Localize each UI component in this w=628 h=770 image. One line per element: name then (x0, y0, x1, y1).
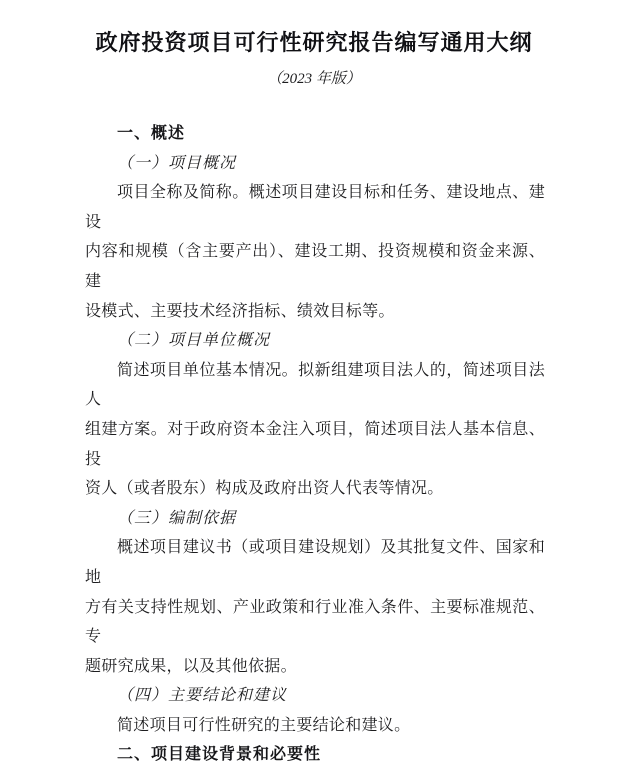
subsection-heading-1-1: （一）项目概况 (117, 154, 237, 172)
paragraph-line: 概述项目建议书（或项目建设规划）及其批复文件、国家和地 (85, 539, 545, 586)
paragraph-line: 组建方案。对于政府资本金注入项目，简述项目法人基本信息、投 (85, 420, 545, 468)
document-edition: （2023 年版） (267, 71, 361, 87)
subsection-heading-1-2: （二）项目单位概况 (117, 332, 271, 350)
paragraph-line: 题研究成果，以及其他依据。 (85, 657, 297, 675)
paragraph-line: 资人（或者股东）构成及政府出资人代表等情况。 (85, 480, 444, 498)
subsection-heading-1-3: （三）编制依据 (117, 509, 237, 527)
document-body (85, 119, 545, 770)
section-heading-1: 一、概述 (117, 125, 186, 142)
paragraph-line: 简述项目单位基本情况。拟新组建项目法人的，简述项目法人 (85, 361, 545, 409)
paragraph-line: 方有关支持性规划、产业政策和行业准入条件、主要标准规范、专 (85, 598, 545, 646)
section-heading-2: 二、项目建设背景和必要性 (117, 746, 322, 764)
paragraph-line: 项目全称及简称。概述项目建设目标和任务、建设地点、建设 (85, 184, 545, 231)
document-title: 政府投资项目可行性研究报告编写通用大纲 (95, 30, 533, 55)
paragraph-line: 内容和规模（含主要产出）、建设工期、投资规模和资金来源、建 (85, 243, 545, 290)
paragraph-line: 简述项目可行性研究的主要结论和建议。 (117, 716, 411, 734)
subsection-heading-1-4: （四）主要结论和建议 (117, 687, 288, 705)
paragraph-line: 设模式、主要技术经济指标、绩效目标等。 (85, 302, 395, 320)
